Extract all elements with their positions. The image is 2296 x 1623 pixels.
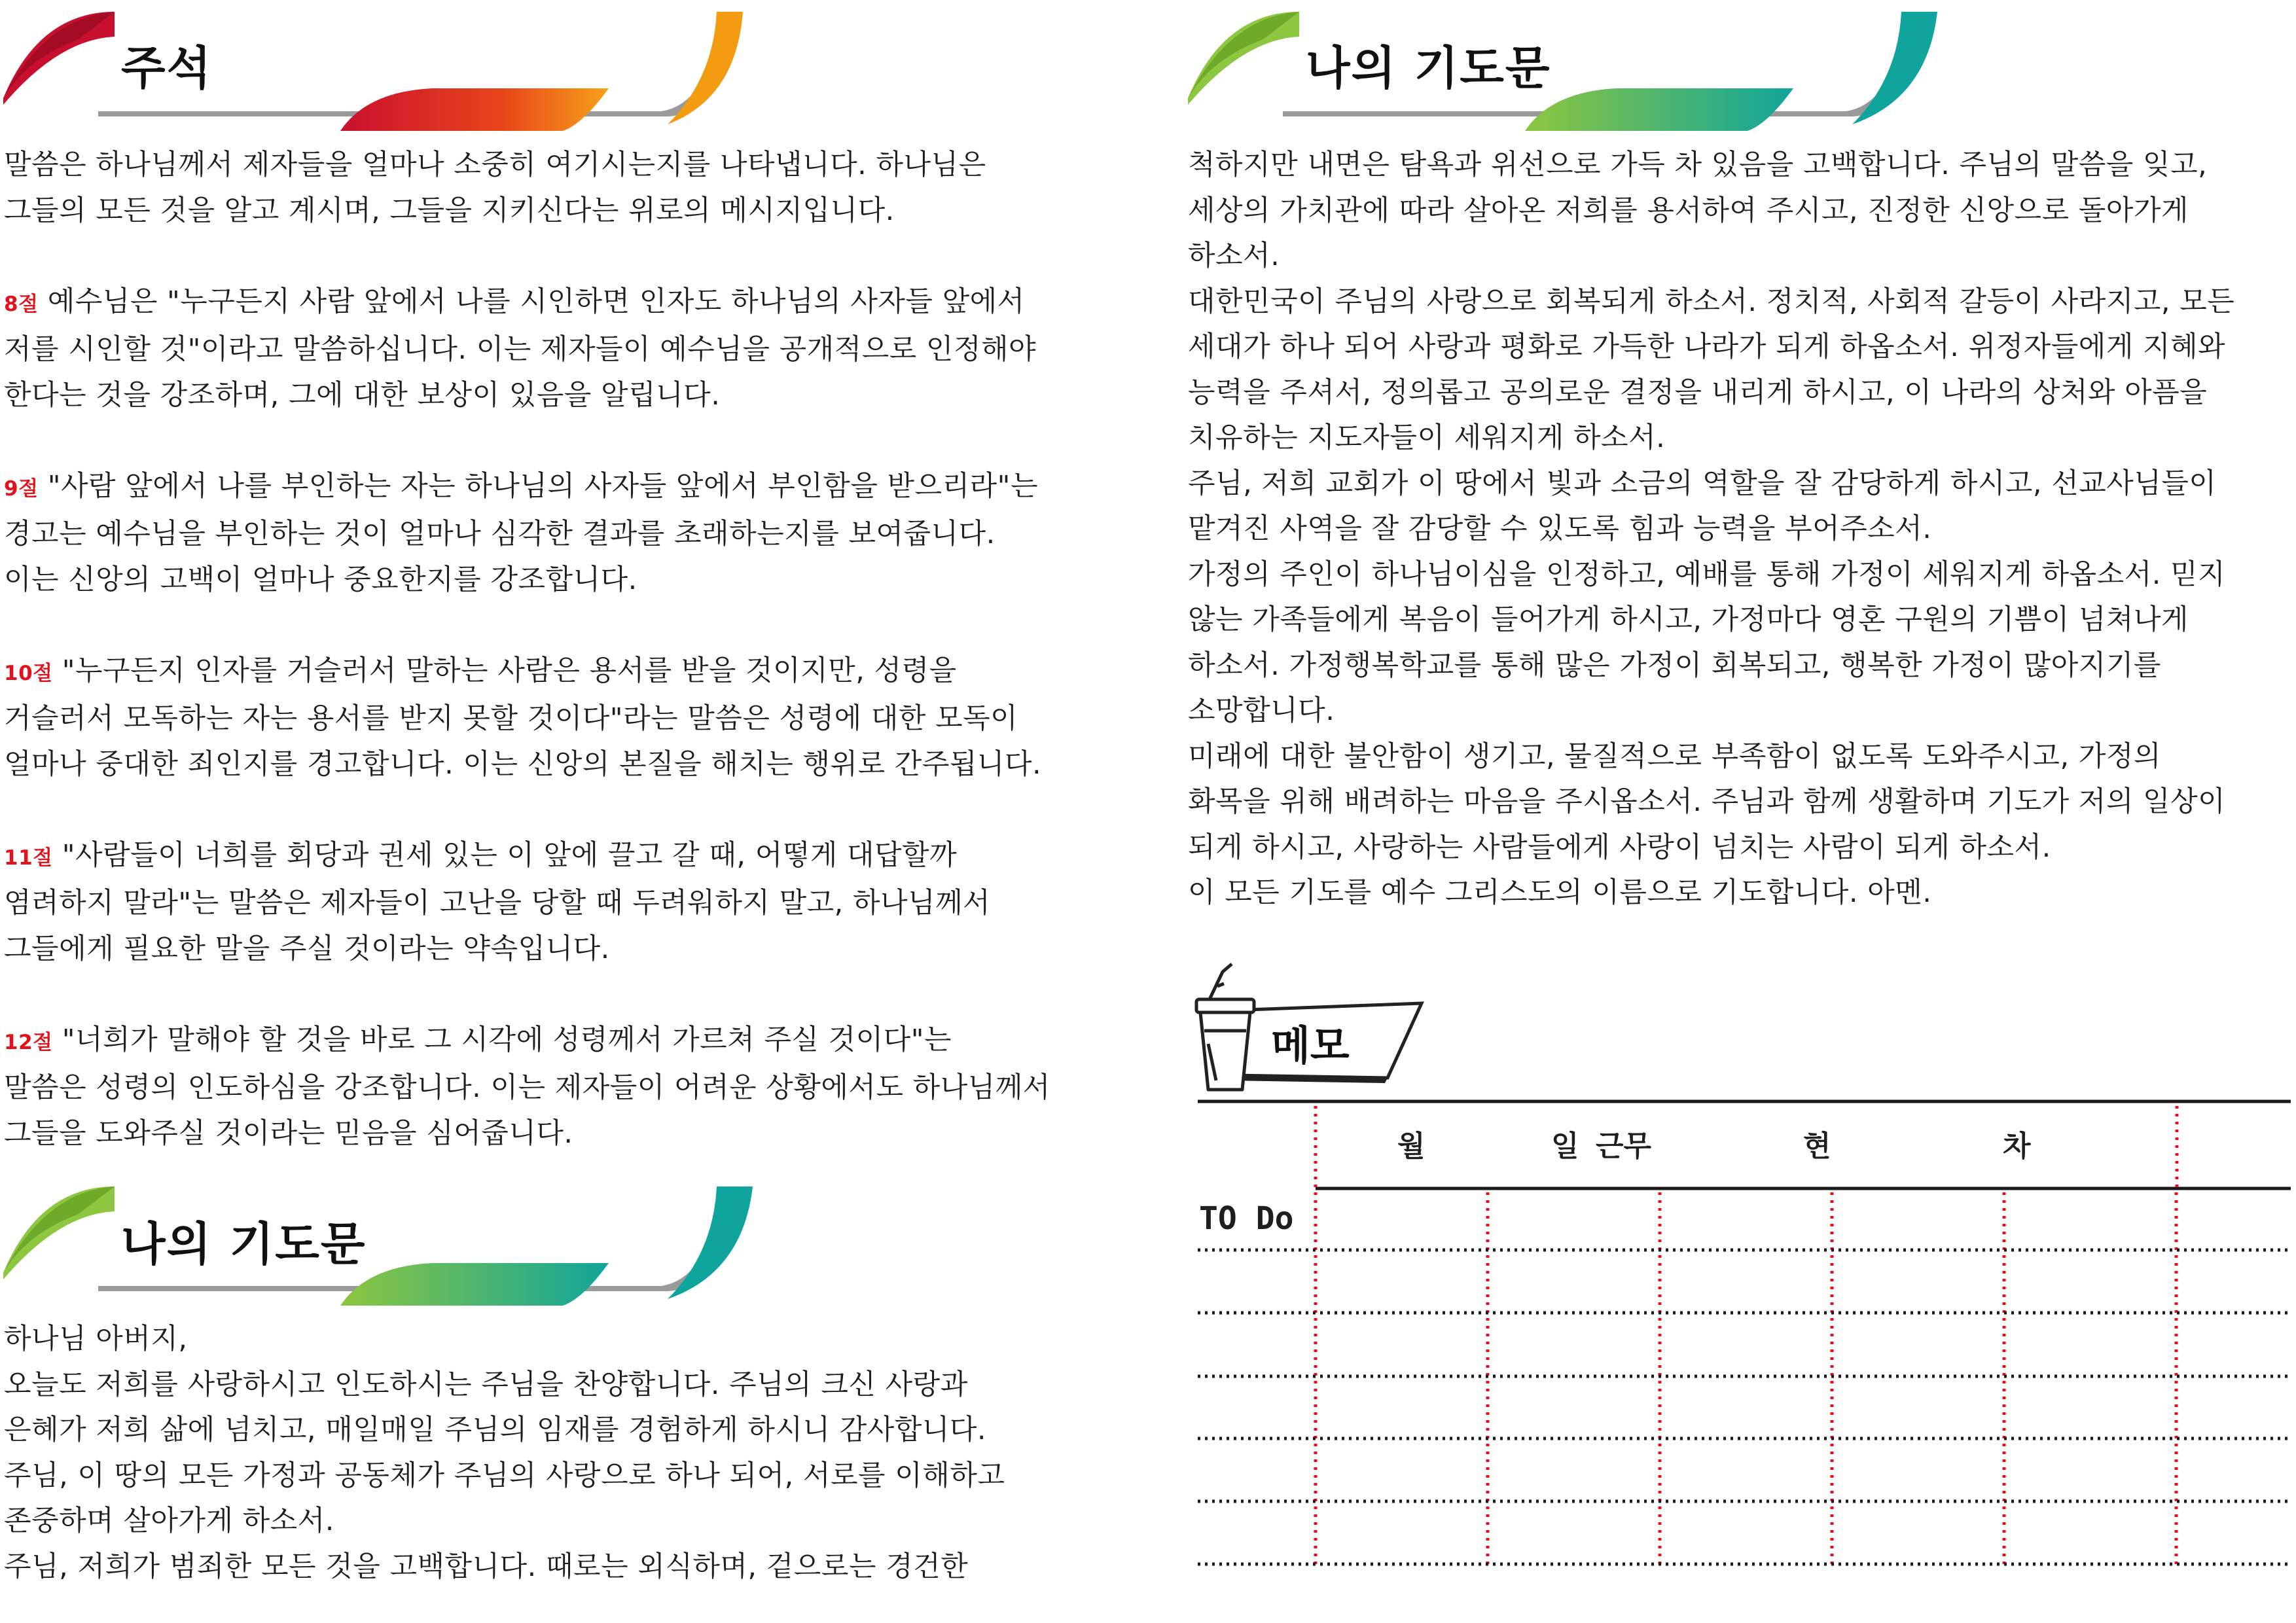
verse-number: 8절 bbox=[4, 292, 39, 316]
memo-header-car: 차 bbox=[2003, 1130, 2031, 1163]
memo-header-current: 현 bbox=[1803, 1130, 1831, 1163]
verse-line: 9절 "사람 앞에서 나를 부인하는 자는 하나님의 사자들 앞에서 부인함을 받으리라"는 bbox=[4, 469, 1038, 503]
prayer-line: 되게 하시고, 사랑하는 사람들에게 사랑이 넘치는 사람이 되게 하소서. bbox=[1188, 830, 2051, 864]
prayer-line: 이 모든 기도를 예수 그리스도의 이름으로 기도합니다. 아멘. bbox=[1188, 876, 1932, 909]
prayer-line: 하소서. bbox=[1188, 240, 1280, 272]
memo-header-duty: 근무 bbox=[1596, 1130, 1652, 1163]
prayer-line: 맡겨진 사역을 잘 감당할 수 있도록 힘과 능력을 부어주소서. bbox=[1188, 512, 1932, 545]
prayer-heading-left: 나의 기도문 bbox=[121, 1217, 367, 1271]
memo-title: 메모 bbox=[1271, 1022, 1350, 1069]
verse-line: 한다는 것을 강조하며, 그에 대한 보상이 있음을 알립니다. bbox=[4, 378, 721, 412]
verse-line: 염려하지 말라"는 말씀은 제자들이 고난을 당할 때 두려워하지 말고, 하나님께서 bbox=[4, 887, 991, 919]
prayer-line: 존중하며 살아가게 하소서. bbox=[4, 1505, 334, 1537]
todo-label: TO Do bbox=[1199, 1200, 1294, 1237]
prayer-line: 세상의 가치관에 따라 살아온 저희를 용서하여 주시고, 진정한 신앙으로 돌아가게 bbox=[1188, 194, 2189, 227]
prayer-line: 치유하는 지도자들이 세워지게 하소서. bbox=[1188, 421, 1666, 454]
prayer-line: 소망합니다. bbox=[1188, 694, 1335, 727]
verse-line: 12절 "너희가 말해야 할 것을 바로 그 시각에 성령께서 가르쳐 주실 것이다"는 bbox=[4, 1023, 952, 1056]
prayer-line: 하나님 아버지, bbox=[4, 1323, 188, 1355]
memo-header-month: 월 bbox=[1397, 1130, 1426, 1163]
verse-line: 이는 신앙의 고백이 얼마나 중요한지를 강조합니다. bbox=[4, 563, 637, 596]
verse-line: 11절 "사람들이 너희를 회당과 권세 있는 이 앞에 끌고 갈 때, 어떻게 대답할까 bbox=[4, 838, 958, 872]
verse-line: 경고는 예수님을 부인하는 것이 얼마나 심각한 결과를 초래하는지를 보여줍니다. bbox=[4, 518, 996, 550]
verse-line: 저를 시인할 것"이라고 말씀하십니다. 이는 제자들이 예수님을 공개적으로 인정해야 bbox=[4, 333, 1037, 366]
prayer-line: 주님, 이 땅의 모든 가정과 공동체가 주님의 사랑으로 하나 되어, 서로를 이해하고 bbox=[4, 1459, 1005, 1492]
verse-number: 11절 bbox=[4, 846, 53, 870]
prayer-line: 주님, 저희 교회가 이 땅에서 빛과 소금의 역할을 잘 감당하게 하시고, 선교사님들이 bbox=[1188, 467, 2217, 500]
verse-line: 그들을 도와주실 것이라는 믿음을 심어줍니다. bbox=[4, 1116, 573, 1150]
prayer-line: 하소서. 가정행복학교를 통해 많은 가정이 회복되고, 행복한 가정이 많아지기를 bbox=[1188, 649, 2161, 682]
prayer-line: 세대가 하나 되어 사랑과 평화로 가득한 나라가 되게 하옵소서. 위정자들에게 지혜와 bbox=[1188, 330, 2226, 363]
prayer-heading-right: 나의 기도문 bbox=[1306, 41, 1551, 95]
verse-line: 말씀은 성령의 인도하심을 강조합니다. 이는 제자들이 어려운 상황에서도 하나님께서 bbox=[4, 1071, 1050, 1104]
verse-line: 8절 예수님은 "누구든지 사람 앞에서 나를 시인하면 인자도 하나님의 사자들 앞에서 bbox=[4, 285, 1025, 318]
memo-header-day: 일 bbox=[1551, 1130, 1579, 1163]
prayer-line: 미래에 대한 불안함이 생기고, 물질적으로 부족함이 없도록 도와주시고, 가정의 bbox=[1188, 740, 2161, 773]
prayer-line: 은혜가 저희 삶에 넘치고, 매일매일 주님의 임재를 경험하게 하시니 감사합니다. bbox=[4, 1414, 987, 1446]
verse-number: 10절 bbox=[4, 661, 53, 685]
prayer-line: 않는 가족들에게 복음이 들어가게 하시고, 가정마다 영혼 구원의 기쁨이 넘쳐나게 bbox=[1188, 603, 2189, 636]
prayer-line: 주님, 저희가 범죄한 모든 것을 고백합니다. 때로는 외식하며, 겉으로는 경건한 bbox=[4, 1550, 969, 1583]
prayer-line: 척하지만 내면은 탐욕과 위선으로 가득 차 있음을 고백합니다. 주님의 말씀을 잊고, bbox=[1188, 149, 2208, 181]
prayer-line: 능력을 주셔서, 정의롭고 공의로운 결정을 내리게 하시고, 이 나라의 상처와 아픔을 bbox=[1188, 376, 2208, 409]
verse-line: 거슬러서 모독하는 자는 용서를 받지 못할 것이다"라는 말씀은 성령에 대한 모독이 bbox=[4, 702, 1018, 735]
verse-line: 10절 "누구든지 인자를 거슬러서 말하는 사람은 용서를 받을 것이지만, 성령을 bbox=[4, 654, 957, 687]
verse-number: 9절 bbox=[4, 476, 39, 501]
prayer-line: 화목을 위해 배려하는 마음을 주시옵소서. 주님과 함께 생활하며 기도가 저의 일상이 bbox=[1188, 785, 2226, 818]
verse-line: 그들에게 필요한 말을 주실 것이라는 약속입니다. bbox=[4, 932, 610, 965]
commentary-intro-line: 말씀은 하나님께서 제자들을 얼마나 소중히 여기시는지를 나타냅니다. 하나님은 bbox=[4, 149, 986, 181]
prayer-line: 가정의 주인이 하나님이심을 인정하고, 예배를 통해 가정이 세워지게 하옵소서. 믿지 bbox=[1188, 558, 2226, 591]
verse-line: 얼마나 중대한 죄인지를 경고합니다. 이는 신앙의 본질을 해치는 행위로 간주됩니다. bbox=[4, 747, 1042, 781]
prayer-line: 대한민국이 주님의 사랑으로 회복되게 하소서. 정치적, 사회적 갈등이 사라지고, 모든 bbox=[1188, 285, 2235, 318]
prayer-line: 오늘도 저희를 사랑하시고 인도하시는 주님을 찬양합니다. 주님의 크신 사랑과 bbox=[4, 1368, 968, 1401]
commentary-heading: 주석 bbox=[121, 41, 213, 95]
commentary-intro-line: 그들의 모든 것을 알고 계시며, 그들을 지키신다는 위로의 메시지입니다. bbox=[4, 194, 895, 227]
verse-number: 12절 bbox=[4, 1030, 53, 1054]
